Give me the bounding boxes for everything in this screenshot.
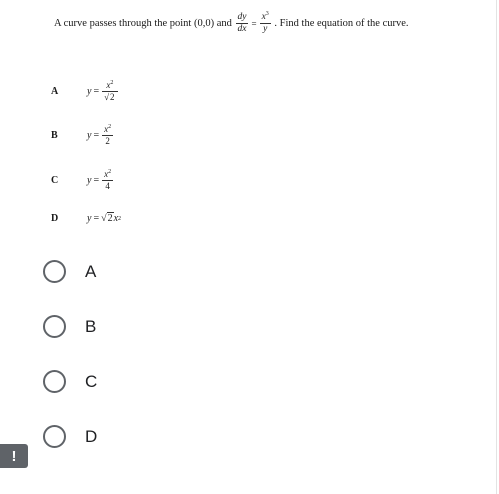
question-prefix: A curve passes through the point (0,0) and <box>54 17 232 29</box>
choice-a[interactable] <box>43 258 97 285</box>
fraction-numerator-base: x <box>261 12 266 22</box>
dy-dx-fraction <box>236 12 249 35</box>
answer-choices <box>43 258 97 478</box>
option-row-c <box>51 169 114 192</box>
radio-button-icon[interactable] <box>43 260 66 283</box>
fraction-denominator: y <box>263 24 268 34</box>
option-a-math: y = $\frac{x^2}{√2}$ <box>87 80 119 103</box>
option-letter: B <box>51 130 58 141</box>
choice-label: B <box>85 316 97 336</box>
option-letter: C <box>51 175 59 186</box>
radio-button-icon[interactable] <box>43 315 66 338</box>
option-b-math: y = $\frac{x^2}{2}$ <box>87 124 112 146</box>
choice-label: D <box>85 426 98 446</box>
radio-button-icon[interactable] <box>43 370 66 393</box>
option-c-math: y = $\frac{x^2}{4}$ <box>87 169 112 191</box>
choice-b[interactable] <box>43 313 97 340</box>
option-letter: A <box>51 86 59 97</box>
fraction-denominator: dx <box>237 24 247 34</box>
choice-label: A <box>85 261 97 281</box>
radio-button-icon[interactable] <box>43 425 66 448</box>
question-suffix: . Find the equation of the curve. <box>274 17 409 29</box>
choice-label: C <box>85 371 98 391</box>
option-row-d <box>51 213 121 224</box>
fraction-numerator-exponent: 3 <box>265 10 269 17</box>
option-letter: D <box>51 213 59 224</box>
fraction-numerator: dy <box>237 12 247 22</box>
option-row-b <box>51 124 114 147</box>
question-text <box>54 12 484 35</box>
option-row-a <box>51 80 119 103</box>
x3-over-y-fraction <box>260 12 271 35</box>
choice-c[interactable] <box>43 368 97 395</box>
equals-sign: = <box>251 18 257 29</box>
option-d-math: y = √2 x 2 <box>87 213 122 224</box>
choice-d[interactable] <box>43 423 97 450</box>
report-issue-icon[interactable]: ! <box>0 444 28 468</box>
